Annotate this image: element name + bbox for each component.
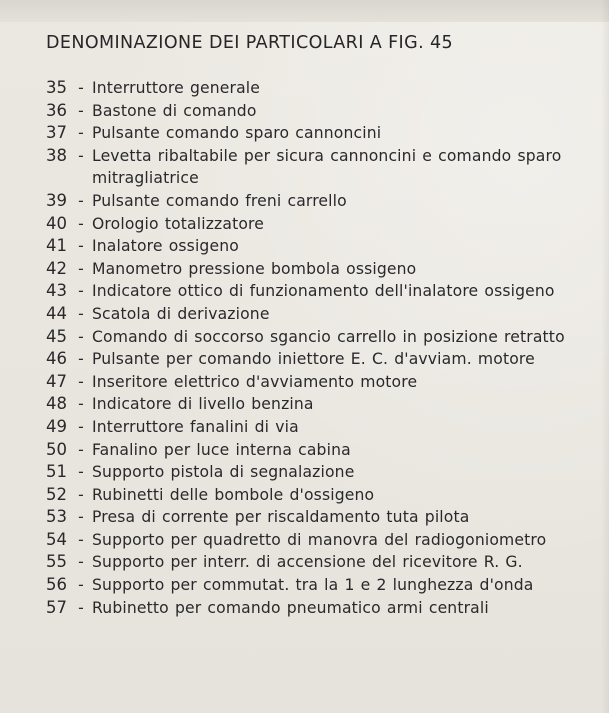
item-description: Pulsante comando freni carrello: [92, 191, 347, 210]
list-item: [46, 122, 586, 145]
item-description: Interruttore generale: [92, 79, 261, 97]
item-description: Inalatore ossigeno: [92, 237, 239, 256]
list-item: [46, 348, 586, 371]
item-number: 54: [46, 529, 67, 549]
item-number: 39: [46, 190, 67, 210]
item-description: Rubinetti delle bombole d'ossigeno: [92, 485, 375, 504]
item-separator: -: [78, 146, 84, 165]
list-item: [46, 416, 586, 439]
item-description: Indicatore ottico di funzionamento dell'inalatore ossigeno: [92, 282, 555, 301]
list-item: [46, 303, 586, 326]
item-description: Supporto pistola di segnalazione: [92, 463, 355, 482]
list-item: [46, 371, 586, 394]
list-item: [46, 506, 586, 529]
item-description: Supporto per commutat. tra la 1 e 2 lunghezza d'onda: [92, 576, 534, 595]
list-item: [46, 574, 586, 597]
list-item: [46, 551, 586, 574]
list-item: [46, 190, 586, 213]
item-separator: -: [78, 485, 84, 504]
item-number: 42: [46, 258, 67, 278]
item-number: 40: [46, 213, 67, 233]
item-number: 37: [46, 123, 67, 143]
item-separator: -: [78, 417, 84, 436]
item-separator: -: [78, 440, 84, 459]
page-title: DENOMINAZIONE DEI PARTICOLARI A FIG. 45: [46, 33, 454, 53]
item-description: Pulsante comando sparo cannoncini: [92, 124, 382, 143]
list-item: [46, 213, 586, 236]
item-number: 53: [46, 507, 67, 527]
item-separator: -: [78, 463, 84, 482]
item-description: Bastone di comando: [92, 101, 257, 120]
item-description: Manometro pressione bombola ossigeno: [92, 259, 417, 278]
item-number: 56: [46, 575, 67, 595]
item-description: Levetta ribaltabile per sicura cannoncini e comando sparo mitragliatrice: [92, 146, 562, 188]
list-item: [46, 258, 586, 281]
item-separator: -: [78, 237, 84, 256]
list-item: [46, 280, 586, 303]
item-description: Comando di soccorso sgancio carrello in posizione retratto: [92, 327, 565, 346]
parts-list: [46, 77, 586, 619]
item-separator: -: [78, 304, 84, 323]
item-number: 46: [46, 349, 67, 369]
list-item: [46, 77, 586, 100]
list-item: [46, 235, 586, 258]
item-separator: -: [78, 553, 84, 572]
item-number: 45: [46, 326, 67, 346]
item-separator: -: [78, 327, 84, 346]
item-description: Supporto per interr. di accensione del ricevitore R. G.: [92, 553, 523, 572]
item-description: Fanalino per luce interna cabina: [92, 440, 351, 459]
item-number: 55: [46, 552, 67, 572]
item-number: 41: [46, 236, 67, 256]
item-number: 57: [46, 597, 67, 617]
item-number: 52: [46, 484, 67, 504]
list-item: [46, 393, 586, 416]
item-separator: -: [78, 372, 84, 391]
item-separator: -: [78, 508, 84, 527]
item-number: 49: [46, 416, 67, 436]
scanned-top-edge: [0, 0, 609, 22]
list-item: [46, 461, 586, 484]
item-separator: -: [78, 214, 84, 233]
item-separator: -: [78, 530, 84, 549]
list-item: [46, 484, 586, 507]
list-item: [46, 326, 586, 349]
item-description: Scatola di derivazione: [92, 304, 270, 323]
item-number: 48: [46, 394, 67, 414]
item-description: Inseritore elettrico d'avviamento motore: [92, 372, 418, 391]
item-separator: -: [78, 124, 84, 143]
item-description: Supporto per quadretto di manovra del radiogoniometro: [92, 530, 547, 549]
item-separator: -: [78, 576, 84, 595]
list-item: [46, 145, 586, 190]
item-number: 36: [46, 100, 67, 120]
item-number: 43: [46, 281, 67, 301]
item-description: Presa di corrente per riscaldamento tuta pilota: [92, 508, 470, 527]
item-description: Pulsante per comando iniettore E. C. d'avviam. motore: [92, 350, 535, 369]
item-number: 47: [46, 371, 67, 391]
item-separator: -: [78, 598, 84, 617]
item-description: Orologio totalizzatore: [92, 214, 265, 233]
item-separator: -: [78, 282, 84, 301]
item-separator: -: [78, 259, 84, 278]
list-item: [46, 597, 586, 620]
item-separator: -: [78, 101, 84, 120]
item-number: 44: [46, 303, 67, 323]
item-number: 35: [46, 78, 67, 97]
item-separator: -: [78, 79, 84, 97]
list-item: [46, 529, 586, 552]
item-number: 50: [46, 439, 67, 459]
item-separator: -: [78, 395, 84, 414]
item-description: Indicatore di livello benzina: [92, 395, 314, 414]
item-separator: -: [78, 191, 84, 210]
page-edge-shadow: [601, 0, 609, 713]
item-number: 38: [46, 145, 67, 165]
list-item: [46, 439, 586, 462]
item-separator: -: [78, 350, 84, 369]
item-number: 51: [46, 462, 67, 482]
item-description: Interruttore fanalini di via: [92, 417, 299, 436]
item-description: Rubinetto per comando pneumatico armi centrali: [92, 598, 489, 617]
list-item: [46, 100, 586, 123]
